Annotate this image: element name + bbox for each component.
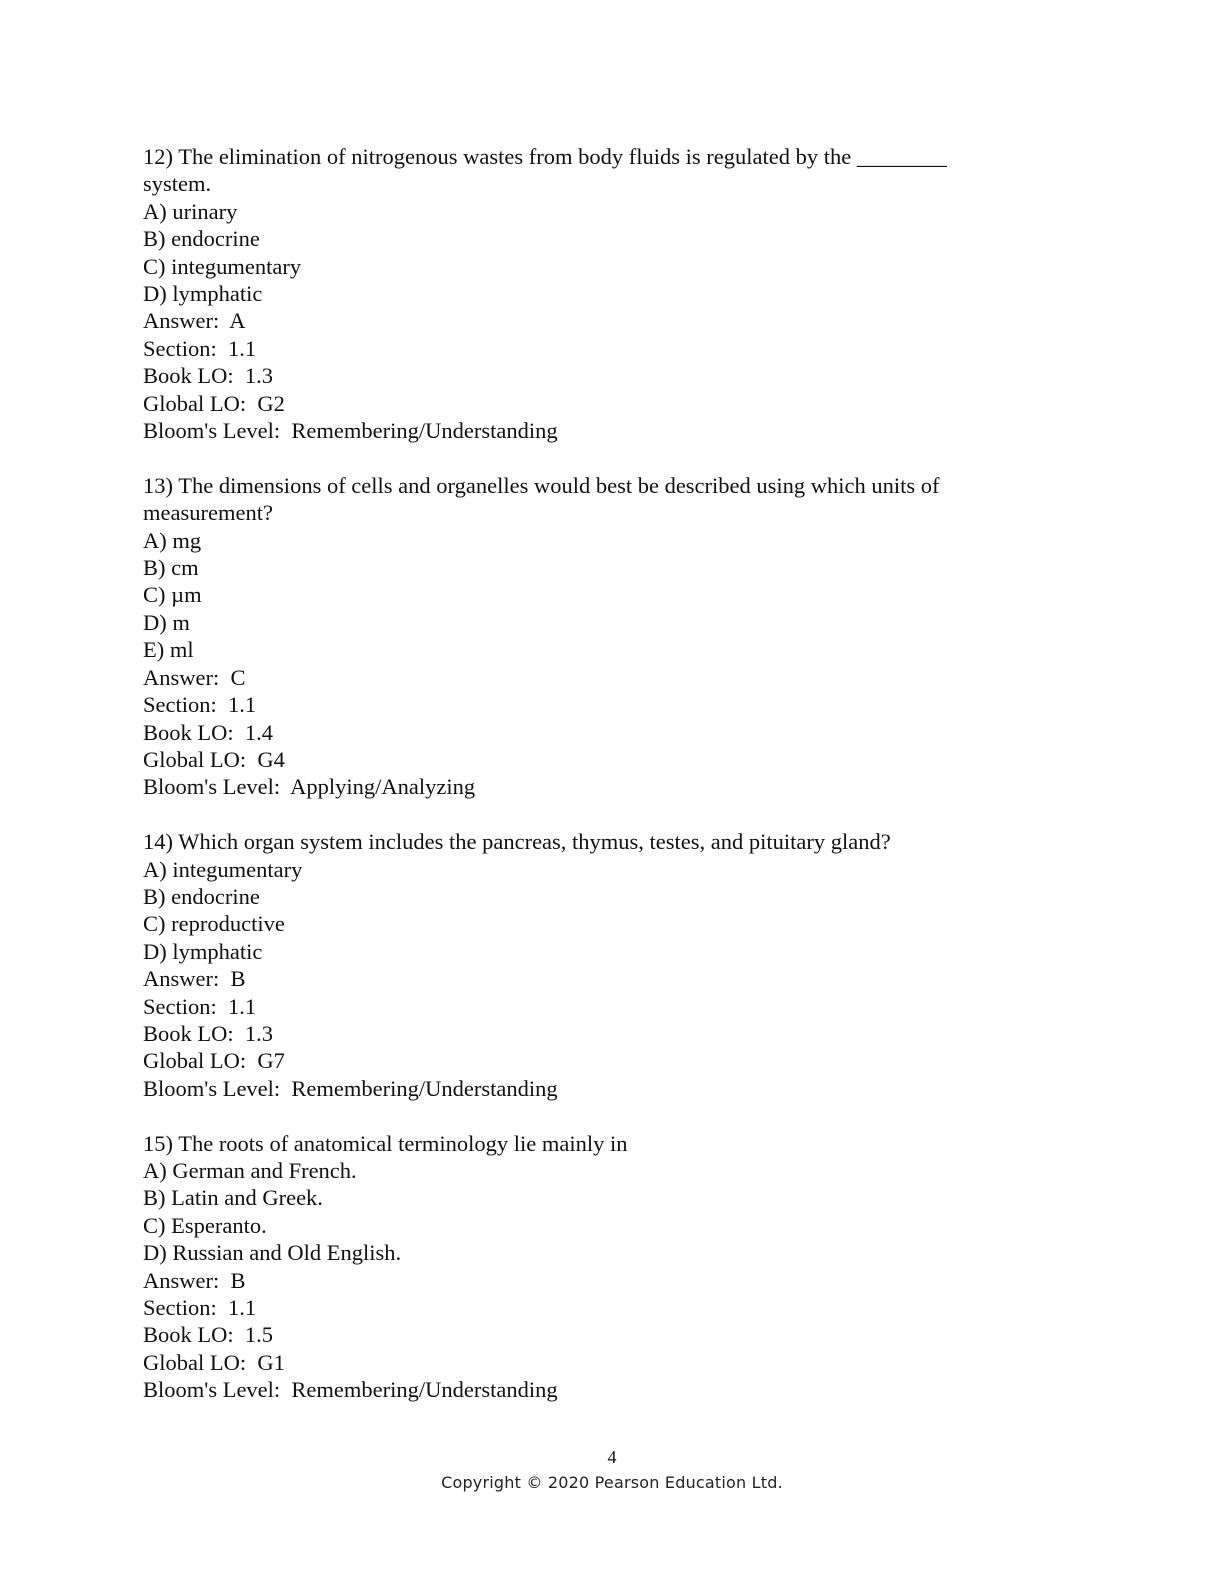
answer-option: C) reproductive (143, 911, 285, 937)
answer-option: A) integumentary (143, 856, 303, 882)
book-lo: Book LO: 1.5 (143, 1322, 274, 1348)
blooms-level: Bloom's Level: Remembering/Understanding (143, 418, 558, 444)
section-ref: Section: 1.1 (143, 692, 257, 718)
answer-option: B) Latin and Greek. (143, 1185, 323, 1211)
answer-option: C) integumentary (143, 253, 302, 279)
global-lo: Global LO: G1 (143, 1349, 285, 1375)
answer-option: B) endocrine (143, 883, 260, 909)
answer-option: B) cm (143, 555, 199, 581)
answer-option: A) urinary (143, 198, 238, 224)
question-stem: system. (143, 171, 212, 197)
blooms-level: Bloom's Level: Applying/Analyzing (143, 774, 476, 800)
question-stem: 13) The dimensions of cells and organelles would best be described using which units of (143, 472, 940, 498)
page-number: 4 (607, 1447, 617, 1467)
book-lo: Book LO: 1.3 (143, 363, 274, 389)
answer-option: E) ml (143, 637, 194, 663)
answer-key: Answer: B (143, 1267, 246, 1293)
question-14 (143, 828, 1003, 1102)
question-12 (143, 143, 1003, 444)
answer-option: C) Esperanto. (143, 1212, 267, 1238)
answer-option: C) µm (143, 582, 202, 608)
answer-option: D) m (143, 609, 190, 635)
section-ref: Section: 1.1 (143, 993, 257, 1019)
answer-option: D) Russian and Old English. (143, 1240, 402, 1266)
blooms-level: Bloom's Level: Remembering/Understanding (143, 1377, 558, 1403)
question-13 (143, 472, 1003, 801)
answer-key: Answer: A (143, 308, 246, 334)
section-ref: Section: 1.1 (143, 335, 257, 361)
book-lo: Book LO: 1.4 (143, 719, 274, 745)
question-stem: 14) Which organ system includes the pancreas, thymus, testes, and pituitary gland? (143, 829, 891, 855)
answer-key: Answer: B (143, 966, 246, 992)
global-lo: Global LO: G4 (143, 746, 285, 772)
blooms-level: Bloom's Level: Remembering/Understanding (143, 1075, 558, 1101)
question-15 (143, 1130, 1003, 1404)
answer-key: Answer: C (143, 664, 246, 690)
answer-option: D) lymphatic (143, 938, 263, 964)
section-ref: Section: 1.1 (143, 1295, 257, 1321)
answer-option: B) endocrine (143, 226, 260, 252)
copyright-notice: Copyright © 2020 Pearson Education Ltd. (441, 1473, 783, 1492)
answer-option: A) German and French. (143, 1157, 357, 1183)
book-lo: Book LO: 1.3 (143, 1020, 274, 1046)
answer-option: A) mg (143, 527, 202, 553)
question-stem: 12) The elimination of nitrogenous wastes from body fluids is regulated by the ________ (143, 144, 947, 169)
question-stem: measurement? (143, 500, 273, 526)
global-lo: Global LO: G7 (143, 1048, 285, 1074)
global-lo: Global LO: G2 (143, 390, 285, 416)
question-stem: 15) The roots of anatomical terminology lie mainly in (143, 1130, 628, 1156)
answer-option: D) lymphatic (143, 281, 263, 307)
question-list (143, 143, 1003, 1404)
